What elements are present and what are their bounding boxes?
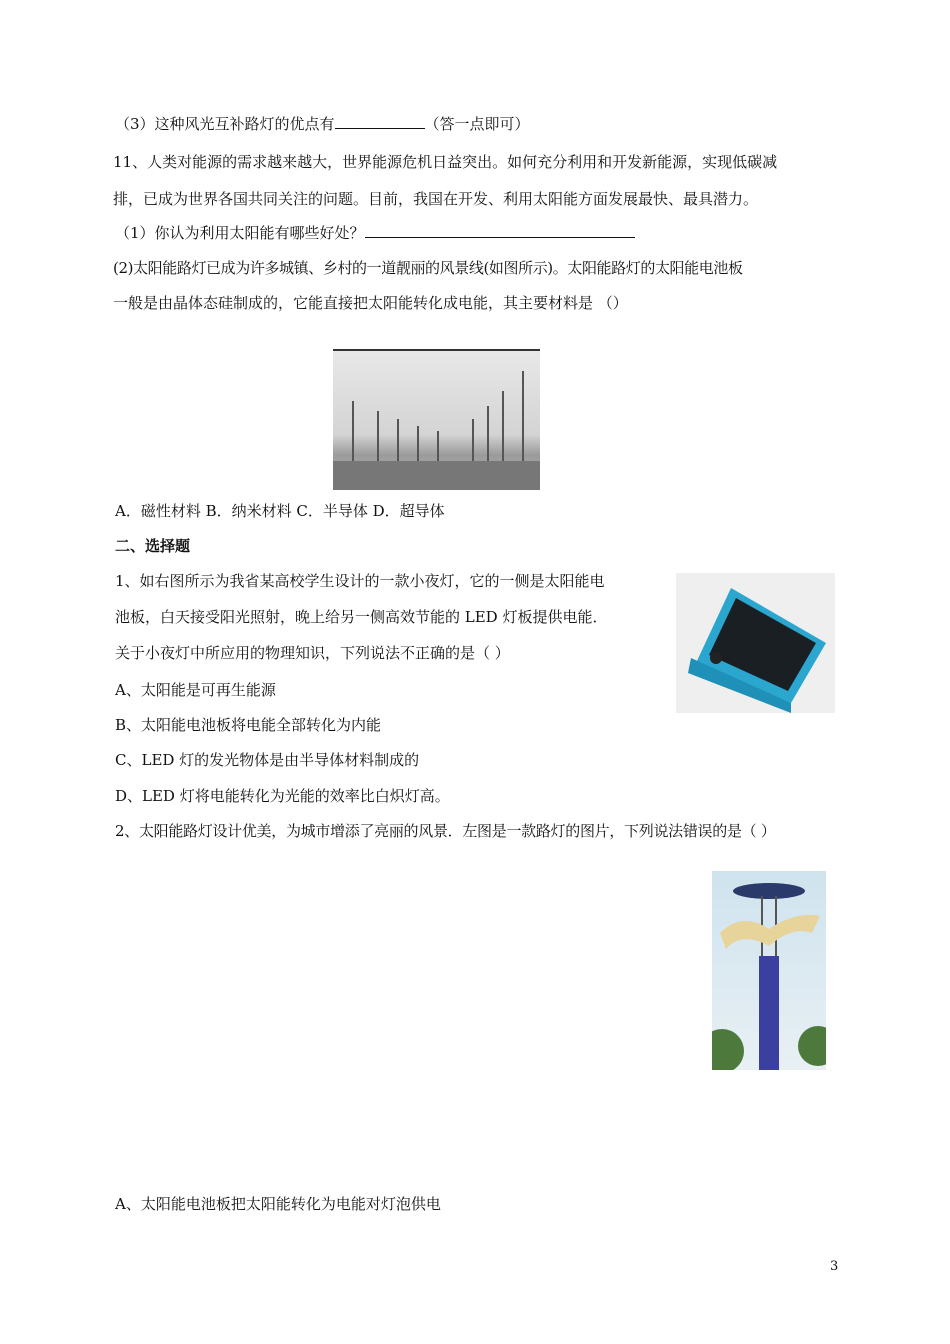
q10-part3-text: （3）这种风光互补路灯的优点有 [115,115,335,133]
q11-line1: 11、人类对能源的需求越来越大，世界能源危机日益突出。如何充分利用和开发新能源，实现低碳减 [113,153,778,171]
solar-night-light-photo [676,573,835,713]
mc1-line2: 池板，白天接受阳光照射，晚上给另一侧高效节能的 LED 灯板提供电能． [115,608,608,626]
mc1-option-b: B、太阳能电池板将电能全部转化为内能 [115,716,382,734]
solar-street-lamp-illustration [712,871,826,1070]
q11-sub1 [115,223,635,243]
mc1-line3: 关于小夜灯中所应用的物理知识，下列说法不正确的是（ ） [115,644,510,662]
q11-sub1-text: （1）你认为利用太阳能有哪些好处？ [115,224,365,242]
q11-sub2-line1: (2)太阳能路灯已成为许多城镇、乡村的一道靓丽的风景线(如图所示)。太阳能路灯的太阳能电池板 [113,259,743,277]
q10-part3-note: （答一点即可） [424,115,530,133]
mc1-option-c: C、LED 灯的发光物体是由半导体材料制成的 [115,751,420,769]
page-number: 3 [830,1259,839,1274]
street-lights-illustration [333,351,540,490]
answer-blank [335,114,425,129]
q11-sub2-line2: 一般是由晶体态硅制成的，它能直接把太阳能转化成电能，其主要材料是 （） [113,294,628,312]
mc2-question: 2、太阳能路灯设计优美，为城市增添了亮丽的风景．左图是一款路灯的图片，下列说法错误的是（ ） [115,822,776,840]
answer-blank [365,223,635,238]
q11-line2: 排，已成为世界各国共同关注的问题。目前，我国在开发、利用太阳能方面发展最快、最具潜力。 [113,190,759,208]
section-heading: 二、选择题 [115,537,191,555]
solar-night-light-illustration [676,573,835,713]
q11-options: A．磁性材料 B．纳米材料 C．半导体 D．超导体 [115,502,445,520]
street-lights-photo [333,349,540,490]
mc2-option-a: A、太阳能电池板把太阳能转化为电能对灯泡供电 [115,1195,441,1213]
mc1-option-d: D、LED 灯将电能转化为光能的效率比白炽灯高。 [115,787,450,805]
mc1-option-a: A、太阳能是可再生能源 [115,681,276,699]
solar-street-lamp-photo [712,871,826,1070]
mc1-line1: 1、如右图所示为我省某高校学生设计的一款小夜灯，它的一侧是太阳能电 [115,572,605,590]
q10-part3 [115,114,530,134]
